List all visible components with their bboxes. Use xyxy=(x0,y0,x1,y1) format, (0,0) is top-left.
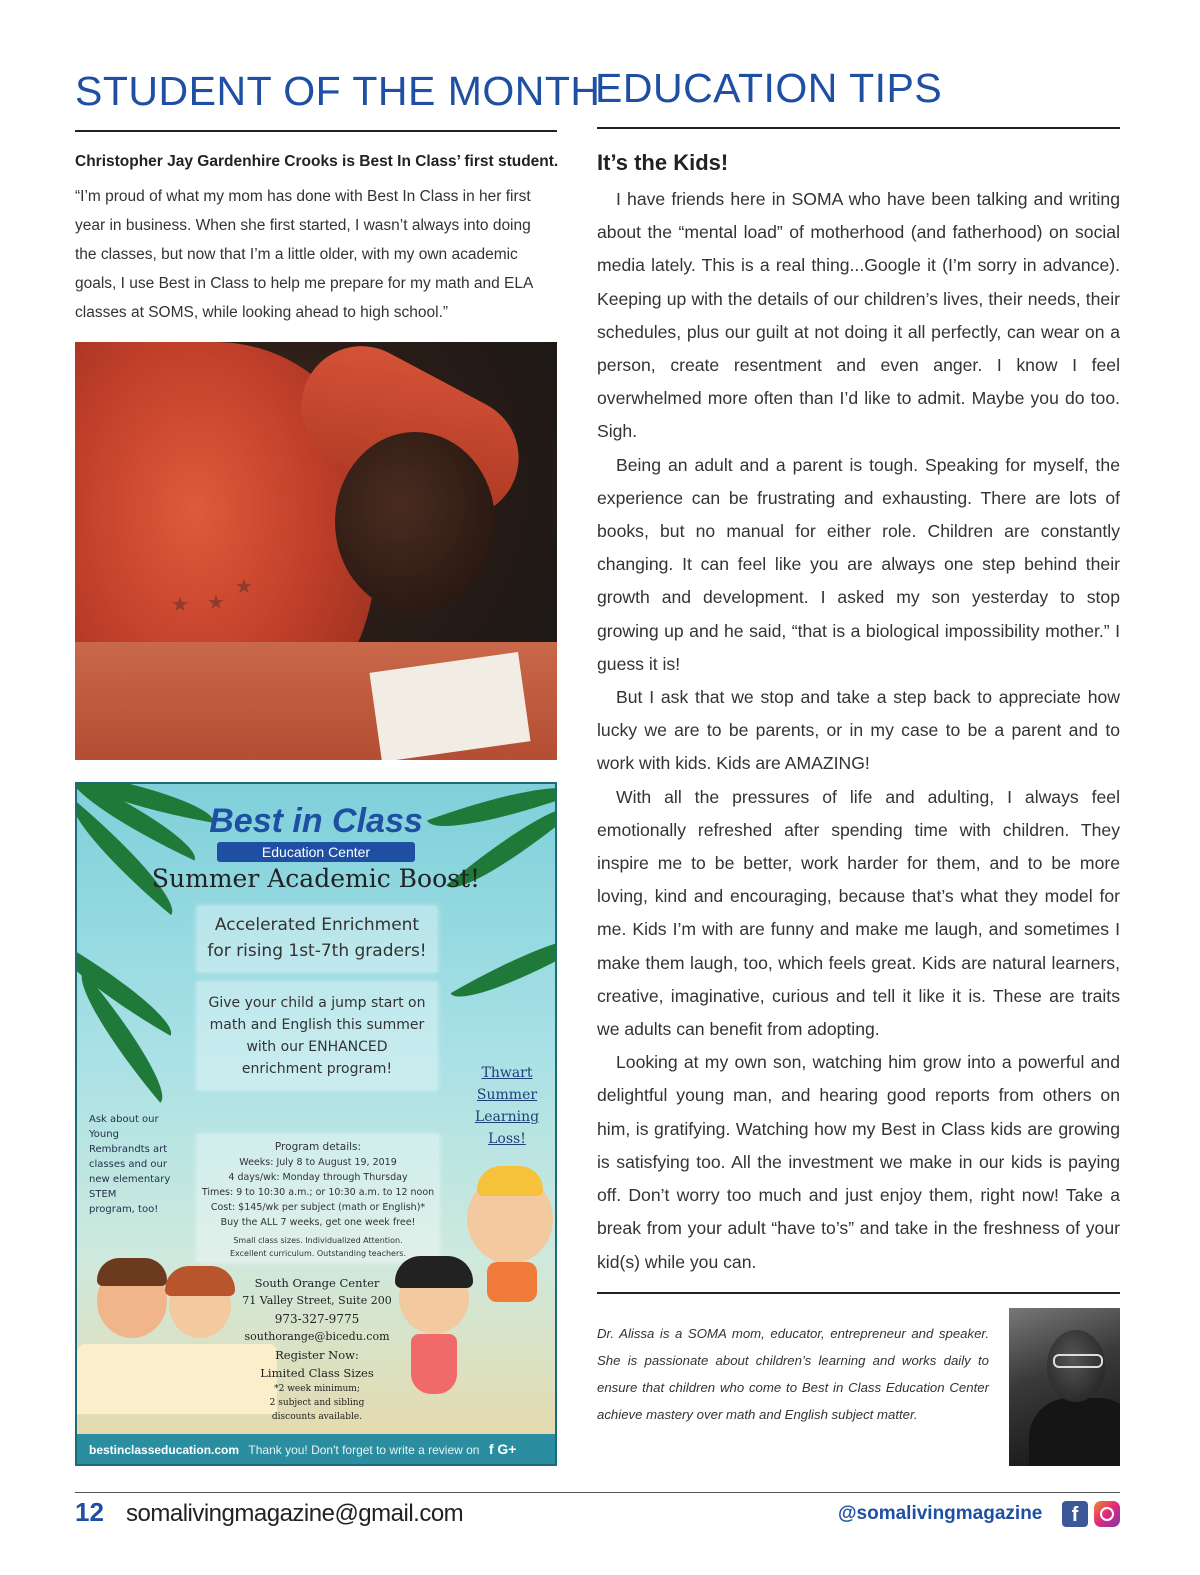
ask-line: Rembrandts art xyxy=(89,1144,168,1155)
flyer-logo: Best in Class xyxy=(209,802,423,840)
detail-line: Weeks: July 8 to August 19, 2019 xyxy=(239,1157,397,1168)
instagram-icon[interactable] xyxy=(1094,1501,1120,1527)
quote-line: classes at SOMS, while looking ahead to high school.” xyxy=(75,304,449,321)
thwart-line: Loss! xyxy=(488,1131,526,1147)
thwart-line: Learning xyxy=(474,1109,540,1125)
detail-line: 4 days/wk: Monday through Thursday xyxy=(228,1172,408,1183)
ask-line: program, too! xyxy=(89,1204,159,1215)
article-paragraph: I have friends here in SOMA who have been talking and writing about the “mental load” of motherhood (and fatherhood) on social media lately. This is a real thing...Google it (I’m sorry in advance). Keeping up with the details of our children’s lives, their needs, their schedules, plus our guilt at not doing it all perfectly, can wear on a person, create resentment and even anger. I know I feel overwhelmed more often than I’d like to admit. Maybe you do too. Sigh. xyxy=(597,189,1120,442)
thwart-line: Thwart xyxy=(481,1065,533,1081)
flyer-logo-sub: Education Center xyxy=(217,842,415,862)
detail-line: Cost: $145/wk per subject (math or English)* xyxy=(210,1202,426,1213)
flyer-footer-text: Thank you! Don't forget to write a review on xyxy=(248,1443,480,1457)
center-line: 71 Valley Street, Suite 200 xyxy=(242,1294,392,1307)
center-line: discounts available. xyxy=(271,1412,363,1422)
detail-small-line: Small class sizes. Individualized Attention. xyxy=(233,1236,403,1245)
student-quote xyxy=(75,182,560,327)
student-lead: Christopher Jay Gardenhire Crooks is Best In Class’ first student. xyxy=(75,153,559,170)
ask-line: STEM xyxy=(89,1189,117,1200)
detail-small-line: Excellent curriculum. Outstanding teachers. xyxy=(230,1249,406,1258)
panel1-line: for rising 1st-7th graders! xyxy=(207,941,427,961)
flyer-social-icons: f G+ xyxy=(488,1441,517,1457)
cartoon-girl-center xyxy=(399,1262,469,1334)
author-bio: Dr. Alissa is a SOMA mom, educator, entrepreneur and speaker. She is passionate about children’s learning and works daily to ensure that children who come to Best in Class Education Center achieve mastery over math and English subject matter. xyxy=(597,1326,989,1422)
quote-line: the classes, but now that I’m a little older, with my own academic xyxy=(75,246,518,263)
details-title: Program details: xyxy=(274,1141,362,1153)
flyer-footer xyxy=(77,1434,555,1464)
article-paragraph: With all the pressures of life and adulting, I always feel emotionally refreshed after spending time with children. They inspire me to be better, work harder for them, and to be more loving, kind and encouraging, because that’s what they model for me. Kids I’m with are funny and make me laugh, and sometimes I make them laugh, too, which feels great. Kids are natural learners, creative, imaginative, curious and tell it like it is. These are traits we adults can benefit from adopting. xyxy=(597,786,1120,1040)
left-title-rule xyxy=(75,130,557,132)
center-line: southorange@bicedu.com xyxy=(244,1330,390,1343)
right-title-rule xyxy=(597,127,1120,129)
author-photo xyxy=(1009,1308,1120,1466)
ask-line: Young xyxy=(89,1129,119,1140)
ask-line: Ask about our xyxy=(89,1114,159,1125)
panel2-line: with our ENHANCED xyxy=(246,1039,388,1055)
detail-line: Buy the ALL 7 weeks, get one week free! xyxy=(220,1217,416,1228)
center-info xyxy=(237,1274,397,1424)
flyer-url: bestinclasseducation.com xyxy=(89,1443,240,1457)
footer-email[interactable]: somalivingmagazine@gmail.com xyxy=(126,1500,464,1527)
article-paragraph: Looking at my own son, watching him grow into a powerful and delightful young man, and hearing good reports from others on him, is gratifying. Watching how my Best in Class kids are growing is satisfying too. All the investment we make in our kids is paying off. Don’t worry too much and just enjoy them, right now! Take a break from your adult “have to’s” and take in the freshness of your kid(s) while you can. xyxy=(597,1052,1120,1272)
article-subtitle: It’s the Kids! xyxy=(597,150,729,175)
quote-line: “I’m proud of what my mom has done with Best In Class in her first xyxy=(75,188,531,205)
panel2-line: enrichment program! xyxy=(241,1061,393,1077)
panel2-line: math and English this summer xyxy=(209,1017,425,1033)
article-paragraph: Being an adult and a parent is tough. Speaking for myself, the experience can be frustrating and exhausting. There are lots of books, but no manual for either role. Children are constantly changing. It can feel like you are always one step behind their growth and development. I asked my son yesterday to stop growing up and he said, “that is a biological impossibility mother.” I guess it is! xyxy=(597,454,1120,674)
quote-line: goals, I use Best in Class to help me prepare for my math and ELA xyxy=(75,275,534,292)
facebook-icon[interactable]: f xyxy=(1062,1501,1088,1527)
cartoon-boy-left xyxy=(97,1264,167,1338)
center-line: *2 week minimum; xyxy=(274,1384,360,1394)
education-tips-title: EDUCATION TIPS xyxy=(595,65,943,111)
flyer-headline: Summer Academic Boost! xyxy=(151,864,481,893)
panel2-line: Give your child a jump start on xyxy=(208,995,426,1011)
ask-line: new elementary xyxy=(89,1174,171,1185)
center-line: 973-327-9775 xyxy=(274,1312,360,1326)
social-handle[interactable]: @somalivingmagazine xyxy=(838,1503,1043,1524)
ask-line: classes and our xyxy=(89,1159,167,1170)
article-body xyxy=(597,183,1120,1279)
center-line: 2 subject and sibling xyxy=(269,1398,365,1408)
detail-line: Times: 9 to 10:30 a.m.; or 10:30 a.m. to 12 noon xyxy=(201,1187,435,1198)
student-of-month-title: STUDENT OF THE MONTH xyxy=(75,68,601,114)
quote-line: year in business. When she first started, I wasn’t always into doing xyxy=(75,217,531,234)
program-panel xyxy=(197,982,437,1090)
cartoon-girl-glasses xyxy=(169,1272,231,1338)
center-line: Register Now: xyxy=(275,1348,359,1362)
ask-about-text xyxy=(89,1112,179,1217)
center-line: South Orange Center xyxy=(254,1276,380,1290)
article-paragraph: But I ask that we stop and take a step back to appreciate how lucky we are to be parents, or in my case to be a parent and to work with kids. Kids are AMAZING! xyxy=(597,687,1120,774)
cartoon-boy-right xyxy=(467,1174,553,1264)
footer-rule xyxy=(75,1492,1120,1493)
center-line: Limited Class Sizes xyxy=(260,1366,374,1380)
student-photo: ★ ★ ★ xyxy=(75,342,557,760)
program-details-panel xyxy=(197,1134,439,1262)
thwart-line: Summer xyxy=(476,1087,538,1103)
panel1-line: Accelerated Enrichment xyxy=(214,915,420,935)
best-in-class-flyer xyxy=(75,782,557,1466)
thwart-summer-text xyxy=(467,1062,547,1150)
bio-rule xyxy=(597,1292,1120,1294)
page-number: 12 xyxy=(75,1497,104,1527)
enrichment-panel xyxy=(197,906,437,972)
